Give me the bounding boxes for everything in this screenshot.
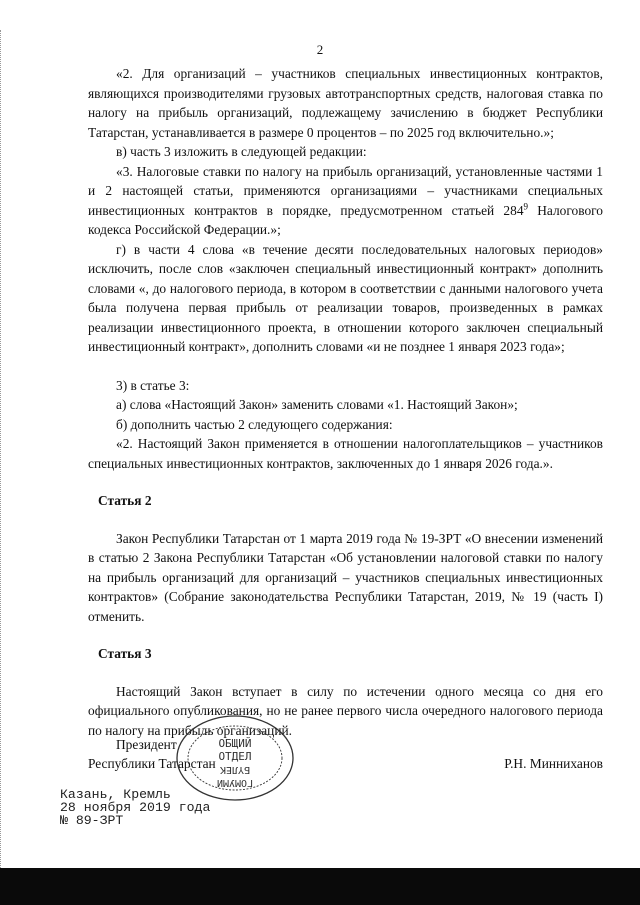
paragraph-clause-3 bbox=[88, 162, 603, 240]
place-date-block bbox=[60, 788, 210, 827]
president-title: Президент bbox=[116, 737, 177, 752]
president-country: Республики Татарстан bbox=[88, 756, 216, 771]
paragraph-item-v: в) часть 3 изложить в следующей редакции: bbox=[116, 144, 367, 159]
document-body bbox=[88, 64, 603, 740]
paragraph-item-b: б) дополнить частью 2 следующего содержания: bbox=[116, 416, 393, 432]
stamp-line-4: ГОМУМИ bbox=[216, 777, 254, 788]
heading-article-3: Статья 3 bbox=[98, 646, 152, 661]
clause-3-text: «3. Налоговые ставки по налогу на прибыль организаций, установленные частями 1 и 2 настоящей статьи, применяются организациями – участниками специальных инвестиционных контрактов в порядке, предусмотренном статьей 284 bbox=[88, 163, 603, 218]
paragraph-article-2: Закон Республики Татарстан от 1 марта 2019 года № 19-ЗРТ «О внесении изменений в статью 2 Закона Республики Татарстан «Об установлении налоговой ставки по налогу на прибыль организаций для организаций – участников специальных инвестиционных контрактов» (Собрание законодательства Республики Татарстан, 2019, № 19 (часть I) отменить. bbox=[88, 530, 603, 624]
clause-3-tail: Налогового кодекса Российской Федерации.»; bbox=[88, 202, 603, 237]
paragraph-item-a: а) слова «Настоящий Закон» заменить словами «1. Настоящий Закон»; bbox=[116, 397, 518, 412]
spacer bbox=[88, 357, 603, 376]
scan-edge-mark bbox=[0, 30, 7, 868]
law-number: № 89-ЗРТ bbox=[60, 813, 124, 828]
paragraph-clause-2: «2. Для организаций – участников специальных инвестиционных контрактов, являющихся производителями грузовых автотранспортных средств, налоговая ставка по налогу на прибыль организаций, подлежащему зачислению в бюджет Республики Татарстан, устанавливается в размере 0 процентов – по 2025 год включительно.»; bbox=[88, 66, 603, 140]
heading-article-2: Статья 2 bbox=[98, 493, 152, 508]
stamp-line-2: ОТДЕЛ bbox=[218, 750, 252, 763]
scan-bottom-bar bbox=[0, 868, 640, 905]
stamp-line-1: ОБЩИЙ bbox=[218, 737, 252, 750]
page-number: 2 bbox=[316, 42, 324, 57]
paragraph-item-3: 3) в статье 3: bbox=[116, 377, 190, 393]
stamp-line-3: БҮЛЕК bbox=[219, 764, 251, 775]
paragraph-item-g: г) в части 4 слова «в течение десяти последовательных налоговых периодов» исключить, после слов «заключен специальный инвестиционный контракт» дополнить словами «, до налогового периода, в котором в соответствии с данными налогового учета была получена первая прибыль от реализации товаров, произведенных в рамках реализации инвестиционного проекта, в отношении которого заключен специальный инвестиционный контракт», дополнить словами «и не позднее 1 января 2023 года»; bbox=[88, 241, 603, 354]
president-name: Р.Н. Минниханов bbox=[504, 756, 603, 771]
place-city: Казань, Кремль bbox=[60, 787, 171, 802]
paragraph-clause-2-new: «2. Настоящий Закон применяется в отношении налогоплательщиков – участников специальных инвестиционных контрактов, заключенных до 1 января 2026 года.». bbox=[88, 436, 603, 471]
place-date: 28 ноября 2019 года bbox=[60, 800, 211, 815]
paragraph-article-3: Настоящий Закон вступает в силу по истечении одного месяца со дня его официального опубликования, но не ранее первого числа очередного налогового периода по налогу на прибыль организаций. bbox=[88, 683, 603, 738]
article-superscript: 9 bbox=[523, 201, 529, 212]
